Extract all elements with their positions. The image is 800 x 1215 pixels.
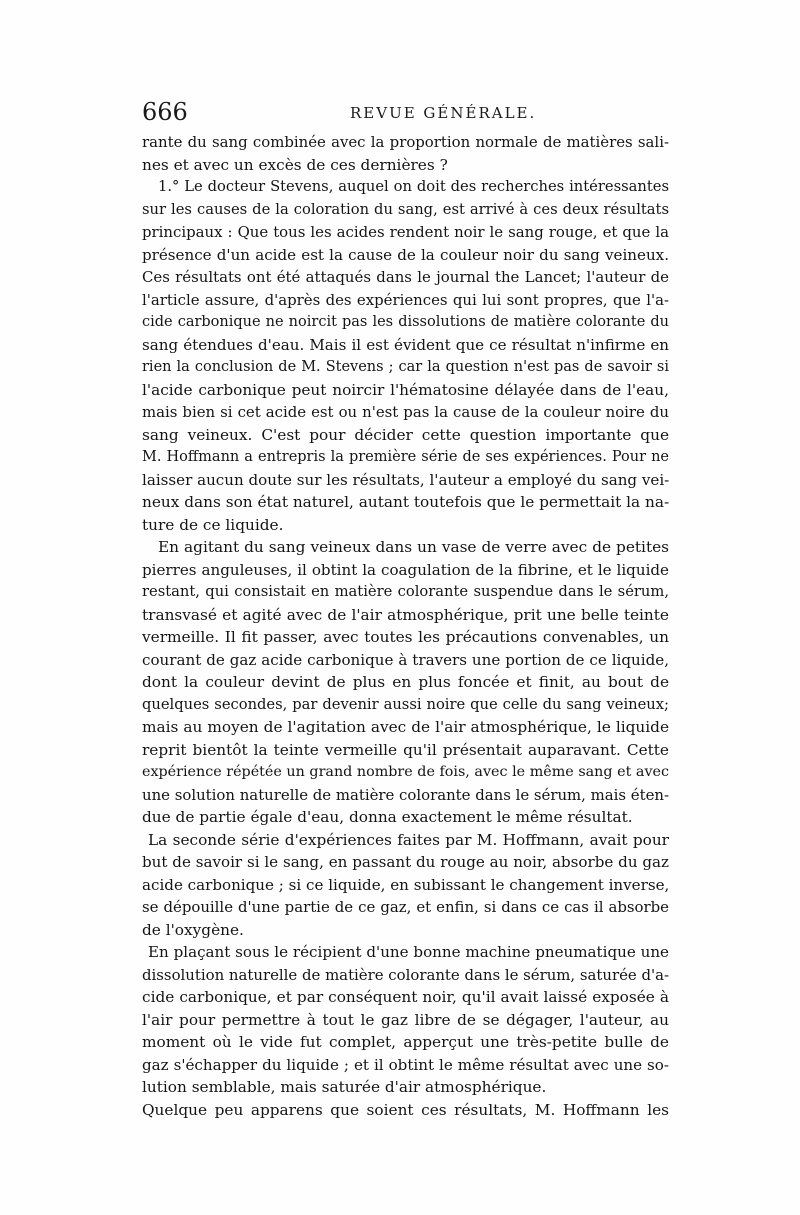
text-line: de l'oxygène. bbox=[142, 920, 244, 939]
text-line: 1.° Le docteur Stevens, auquel on doit des recherches intéressantes bbox=[158, 178, 669, 195]
page-number: 666 bbox=[142, 98, 188, 126]
text-line: restant, qui consistait en matière colorante suspendue dans le sérum, bbox=[142, 583, 669, 600]
text-line: due de partie égale d'eau, donna exactement le même résultat. bbox=[142, 808, 633, 826]
text-line: dont la couleur devint de plus en plus foncée et finit, au bout de bbox=[142, 673, 669, 691]
text-line: transvasé et agité avec de l'air atmosphérique, prit une belle teinte bbox=[142, 605, 669, 624]
text-line: rante du sang combinée avec la proportion normale de matières sali- bbox=[142, 133, 669, 151]
text-line: dissolution naturelle de matière colorante dans le sérum, saturée d'a- bbox=[142, 965, 669, 984]
text-line: nes et avec un excès de ces dernières ? bbox=[142, 155, 448, 174]
text-line: rien la conclusion de M. Stevens ; car la question n'est pas de savoir si bbox=[142, 359, 669, 375]
text-line: sang veineux. C'est pour décider cette question importante que bbox=[142, 425, 669, 444]
text-line: lution semblable, mais saturée d'air atmosphérique. bbox=[142, 1078, 547, 1096]
text-line: présence d'un acide est la cause de la couleur noir du sang veineux. bbox=[142, 245, 669, 264]
text-line: gaz s'échapper du liquide ; et il obtint le même résultat avec une so- bbox=[142, 1055, 669, 1074]
text-line: se dépouille d'une partie de ce gaz, et enfin, si dans ce cas il absorbe bbox=[142, 898, 669, 916]
text-line: reprit bientôt la teinte vermeille qu'il présentait auparavant. Cette bbox=[142, 740, 669, 759]
running-title: REVUE GÉNÉRALE. bbox=[350, 104, 537, 122]
text-line: cide carbonique, et par conséquent noir, qu'il avait laissé exposée à bbox=[142, 988, 669, 1006]
text-line: principaux : Que tous les acides rendent noir le sang rouge, et que la bbox=[142, 223, 669, 241]
text-line: sur les causes de la coloration du sang, est arrivé à ces deux résultats bbox=[142, 200, 669, 218]
body-text bbox=[142, 131, 669, 1121]
text-line: Ces résultats ont été attaqués dans le journal the Lancet; l'auteur de bbox=[142, 268, 669, 286]
text-line: La seconde série d'expériences faites par M. Hoffmann, avait pour bbox=[148, 830, 669, 849]
text-line: l'air pour permettre à tout le gaz libre de se dégager, l'auteur, au bbox=[142, 1010, 669, 1029]
text-line: En agitant du sang veineux dans un vase de verre avec de petites bbox=[158, 538, 669, 556]
text-line: moment où le vide fut complet, apperçut une très-petite bulle de bbox=[142, 1033, 669, 1051]
text-line: pierres anguleuses, il obtint la coagulation de la fibrine, et le liquide bbox=[142, 560, 669, 579]
text-line: cide carbonique ne noircit pas les dissolutions de matière colorante du bbox=[142, 314, 669, 330]
text-line: ture de ce liquide. bbox=[142, 515, 284, 534]
text-line: but de savoir si le sang, en passant du rouge au noir, absorbe du gaz bbox=[142, 853, 669, 871]
text-line: une solution naturelle de matière colorante dans le sérum, mais éten- bbox=[142, 785, 670, 804]
text-line: l'article assure, d'après des expériences qui lui sont propres, que l'a- bbox=[142, 290, 669, 309]
text-line: neux dans son état naturel, autant toutefois que le permettait la na- bbox=[142, 493, 670, 511]
text-line: l'acide carbonique peut noircir l'hématosine délayée dans de l'eau, bbox=[142, 380, 669, 399]
page-header bbox=[142, 98, 669, 128]
text-line: M. Hoffmann a entrepris la première série de ses expériences. Pour ne bbox=[142, 449, 669, 465]
text-line: vermeille. Il fit passer, avec toutes les précautions convenables, un bbox=[142, 628, 669, 646]
text-line: En plaçant sous le récipient d'une bonne machine pneumatique une bbox=[148, 943, 669, 961]
text-line: mais au moyen de l'agitation avec de l'air atmosphérique, le liquide bbox=[142, 718, 669, 736]
text-line: expérience répétée un grand nombre de fois, avec le même sang et avec bbox=[142, 764, 669, 780]
text-line: laisser aucun doute sur les résultats, l'auteur a employé du sang vei- bbox=[142, 470, 670, 489]
text-line: mais bien si cet acide est ou n'est pas la cause de la couleur noire du bbox=[142, 403, 669, 421]
text-line: acide carbonique ; si ce liquide, en subissant le changement inverse, bbox=[142, 875, 670, 894]
text-line: courant de gaz acide carbonique à travers une portion de ce liquide, bbox=[142, 650, 669, 669]
text-line: sang étendues d'eau. Mais il est évident que ce résultat n'infirme en bbox=[142, 335, 669, 354]
text-line: quelques secondes, par devenir aussi noire que celle du sang veineux; bbox=[142, 695, 669, 713]
text-line: Quelque peu apparens que soient ces résultats, M. Hoffmann les bbox=[142, 1100, 669, 1119]
